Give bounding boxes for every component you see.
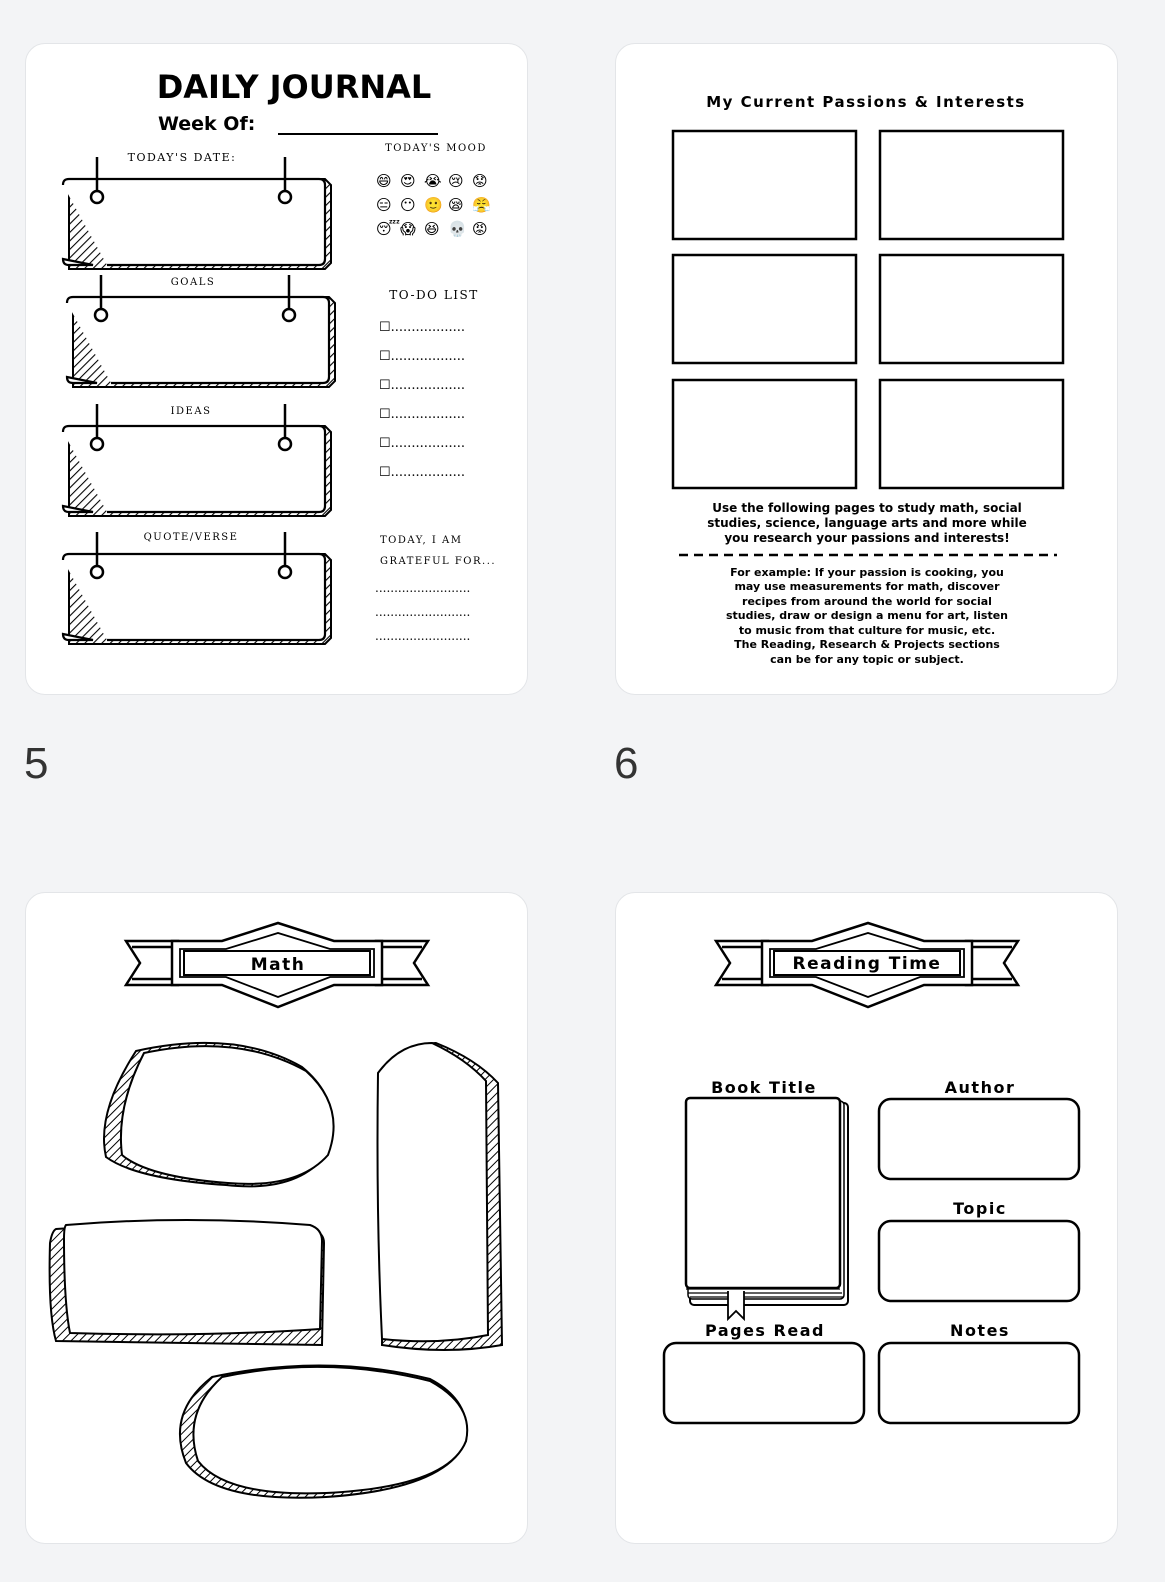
label-pages-read: Pages Read <box>705 1321 825 1340</box>
label-book-title: Book Title <box>711 1078 817 1097</box>
passion-box <box>880 380 1063 488</box>
svg-text:😆: 😆 <box>424 220 440 238</box>
passions-page <box>616 44 1118 695</box>
mood-label: TODAY'S MOOD <box>385 143 487 154</box>
math-banner <box>126 923 428 1007</box>
todo-label: TO-DO LIST <box>389 288 479 302</box>
passion-box <box>880 131 1063 239</box>
svg-text:😭: 😭 <box>424 172 442 190</box>
svg-text:😱: 😱 <box>400 220 416 238</box>
svg-text:to music from that culture for: to music from that culture for music, etc. <box>738 624 996 637</box>
svg-text:😴: 😴 <box>376 220 401 238</box>
label-notes: Notes <box>950 1321 1010 1340</box>
todo-item: ☐.................. <box>379 349 466 364</box>
svg-text:😢: 😢 <box>448 172 464 190</box>
passion-box <box>673 255 856 363</box>
todo-item: ☐.................. <box>379 320 466 335</box>
page-thumbnail-math[interactable] <box>25 892 528 1544</box>
notes-box <box>879 1343 1079 1423</box>
note-box-quote <box>63 532 331 644</box>
passions-intro <box>707 501 1027 545</box>
grateful-line: ......................... <box>375 581 471 595</box>
svg-text:😡: 😡 <box>472 220 488 238</box>
page-thumbnail-passions[interactable] <box>615 43 1118 695</box>
passion-box <box>673 131 856 239</box>
grateful-line: ......................... <box>375 605 471 619</box>
passion-box <box>880 255 1063 363</box>
math-doodle-shapes <box>50 1043 502 1498</box>
week-of-label: Week Of: <box>158 113 256 135</box>
todo-item: ☐.................. <box>379 378 466 393</box>
note-box-goals <box>67 275 335 387</box>
doodle-tall-box <box>378 1043 489 1341</box>
svg-text:😶: 😶 <box>400 196 416 214</box>
journal-title: DAILY JOURNAL <box>156 68 432 106</box>
doodle-bottom-oval <box>193 1367 467 1493</box>
note-box-date <box>63 157 331 269</box>
todo-item: ☐.................. <box>379 465 466 480</box>
svg-text:😤: 😤 <box>472 196 491 214</box>
section-label-ideas: IDEAS <box>170 406 212 417</box>
label-author: Author <box>944 1078 1016 1097</box>
topic-box <box>879 1221 1079 1301</box>
svg-text:😄: 😄 <box>376 172 392 190</box>
mood-emoji-grid <box>376 172 491 238</box>
passion-boxes <box>673 131 1063 488</box>
svg-text:🙂: 🙂 <box>424 196 443 214</box>
passions-example <box>726 566 1008 666</box>
reading-banner-title: Reading Time <box>792 954 942 974</box>
math-banner-title: Math <box>250 955 306 975</box>
svg-text:studies, draw or design a menu: studies, draw or design a menu for art, listen <box>725 609 1009 622</box>
page-thumbnail-reading-time[interactable] <box>615 892 1118 1544</box>
section-label-goals: GOALS <box>170 277 216 288</box>
reading-time-page <box>616 893 1118 1544</box>
svg-text:Use the following pages to stu: Use the following pages to study math, social <box>712 501 1022 515</box>
todo-list <box>379 320 465 480</box>
svg-text:💀: 💀 <box>448 220 467 238</box>
svg-text:studies, science, language art: studies, science, language arts and more while <box>707 516 1027 530</box>
page-number-label: 5 <box>24 739 49 788</box>
doodle-wide-box <box>64 1220 322 1334</box>
svg-text:😑: 😑 <box>376 196 392 214</box>
label-topic: Topic <box>953 1199 1007 1218</box>
todo-item: ☐.................. <box>379 407 466 422</box>
svg-text:😟: 😟 <box>472 172 488 190</box>
svg-text:😍: 😍 <box>400 172 416 190</box>
book-illustration <box>686 1098 848 1319</box>
page-thumbnail-daily-journal[interactable] <box>25 43 528 695</box>
grateful-label-2: GRATEFUL FOR... <box>380 556 497 567</box>
daily-journal-page <box>26 44 528 695</box>
svg-text:The Reading, Research & Projec: The Reading, Research & Projects sections <box>734 638 1000 651</box>
svg-text:For example: If your passion i: For example: If your passion is cooking, you <box>730 566 1004 579</box>
reading-banner <box>716 923 1018 1007</box>
author-box <box>879 1099 1079 1179</box>
section-label-quote: QUOTE/VERSE <box>143 532 239 543</box>
grateful-line: ......................... <box>375 629 471 643</box>
svg-text:may use measurements for math,: may use measurements for math, discover <box>734 580 1000 593</box>
svg-text:can be for any topic or subjec: can be for any topic or subject. <box>770 653 964 666</box>
grateful-label-1: TODAY, I AM <box>380 535 463 546</box>
note-box-ideas <box>63 404 331 516</box>
passion-box <box>673 380 856 488</box>
section-label-date: TODAY'S DATE: <box>127 151 237 164</box>
svg-text:😪: 😪 <box>448 196 464 214</box>
todo-item: ☐.................. <box>379 436 466 451</box>
passions-title: My Current Passions & Interests <box>706 93 1026 111</box>
pages-read-box <box>664 1343 864 1423</box>
svg-text:recipes from around the world: recipes from around the world for social <box>742 595 992 608</box>
math-page <box>26 893 528 1544</box>
svg-text:you research your passions and: you research your passions and interests! <box>724 531 1010 545</box>
page-number-label: 6 <box>614 739 639 788</box>
